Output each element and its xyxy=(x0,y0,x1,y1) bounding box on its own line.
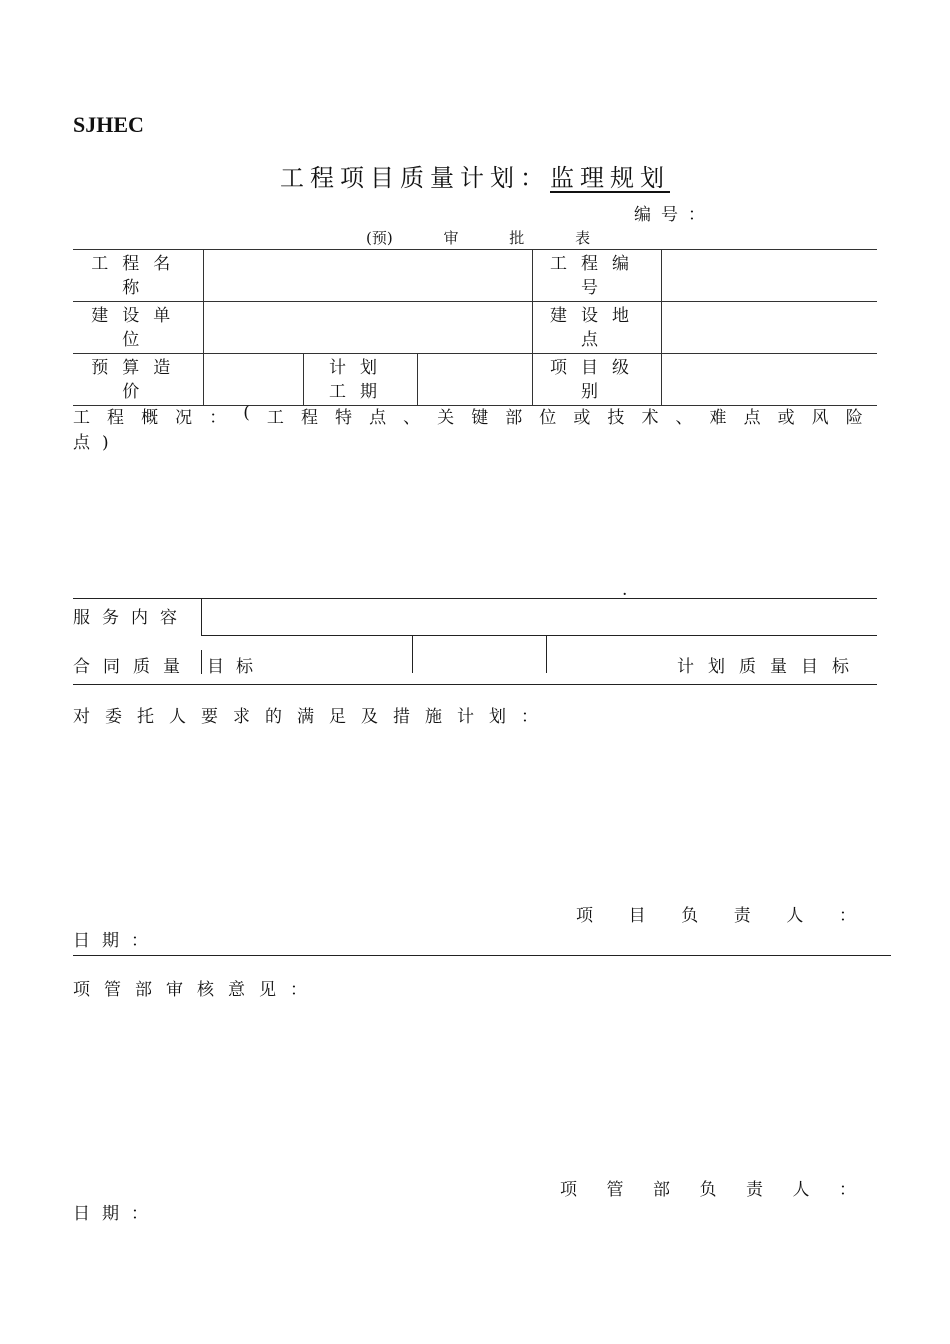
label-char: 、 xyxy=(675,408,693,428)
level-field[interactable] xyxy=(661,354,877,406)
label-char: 或 xyxy=(573,408,591,428)
label-char: 负 xyxy=(699,1180,717,1200)
subtitle-part: 表 xyxy=(575,229,591,247)
label-char: 点 xyxy=(369,408,387,428)
project-responsible-label xyxy=(576,901,856,926)
label-char: 部 xyxy=(505,408,523,428)
label-char: 况 xyxy=(175,408,193,428)
project-no-field[interactable] xyxy=(661,250,877,302)
label-char: 责 xyxy=(746,1180,763,1200)
label-char: 程 xyxy=(107,408,125,428)
label-char: 险 xyxy=(845,408,863,428)
label-char: 位 xyxy=(539,408,557,428)
divider xyxy=(73,684,877,685)
project-no-label: 工程编 号 xyxy=(532,250,661,302)
divider xyxy=(201,650,202,674)
label-char: 管 xyxy=(606,1180,624,1200)
label-char: ( xyxy=(243,403,250,423)
label-char: ： xyxy=(209,408,227,428)
label-char: 难 xyxy=(709,408,727,428)
site-label: 建设地 点 xyxy=(532,302,661,354)
level-label: 项目级 别 xyxy=(532,354,661,406)
service-field[interactable] xyxy=(203,600,875,633)
overview-dot: . xyxy=(622,580,628,600)
project-info-table xyxy=(73,249,877,406)
label-char: 或 xyxy=(777,408,795,428)
measures-label: 对委托人要求的满足及措施计划： xyxy=(73,707,553,727)
project-name-label: 工程名 称 xyxy=(73,250,203,302)
label-char: 、 xyxy=(403,408,421,428)
title-prefix: 工程项目质量计划： xyxy=(280,164,550,192)
overview-label xyxy=(73,403,863,428)
label-char: 概 xyxy=(141,408,159,428)
table-row xyxy=(73,354,877,406)
company-code: SJHEC xyxy=(73,112,144,137)
label-char: 术 xyxy=(641,408,659,428)
label-char: 项 xyxy=(576,906,593,926)
label-char: 人 xyxy=(792,1180,810,1200)
subtitle-part: 审 xyxy=(443,229,459,247)
label-char: 责 xyxy=(733,906,751,926)
label-char: 点 xyxy=(743,408,761,428)
serial-number-label: 编号： xyxy=(634,205,715,225)
project-name-field[interactable] xyxy=(203,250,532,302)
approval-subtitle xyxy=(366,227,616,248)
label-char: 程 xyxy=(300,408,318,428)
budget-label: 预算造 价 xyxy=(73,354,203,406)
builder-field[interactable] xyxy=(203,302,532,354)
table-row xyxy=(73,250,877,302)
label-char: ： xyxy=(839,1180,856,1200)
divider xyxy=(73,598,877,599)
divider xyxy=(201,598,202,635)
date-label: 日期： xyxy=(73,1204,160,1224)
label-char: 关 xyxy=(437,408,455,428)
label-char: ： xyxy=(838,906,856,926)
contract-quality-label: 合同质量 xyxy=(73,657,193,677)
label-char: 工 xyxy=(73,408,90,428)
subtitle-part: 批 xyxy=(509,229,525,247)
label-char: 部 xyxy=(653,1180,670,1200)
divider xyxy=(546,636,547,673)
document-title xyxy=(0,158,950,193)
label-char: 键 xyxy=(471,408,489,428)
label-char: 目 xyxy=(628,906,646,926)
duration-field[interactable] xyxy=(417,354,532,406)
builder-label: 建设单 位 xyxy=(73,302,203,354)
label-char: 技 xyxy=(607,408,625,428)
table-row xyxy=(73,302,877,354)
overview-label-cont: 点) xyxy=(73,433,121,453)
label-char: 特 xyxy=(335,408,353,428)
label-char: 风 xyxy=(811,408,829,428)
site-field[interactable] xyxy=(661,302,877,354)
budget-field[interactable] xyxy=(203,354,303,406)
divider xyxy=(73,955,891,956)
label-char: 人 xyxy=(786,906,804,926)
duration-label: 计划 工期 xyxy=(303,354,417,406)
dept-responsible-label xyxy=(560,1175,856,1200)
label-char: 工 xyxy=(266,408,284,428)
label-char: 项 xyxy=(560,1180,577,1200)
divider xyxy=(201,635,877,636)
label-char: 负 xyxy=(681,906,699,926)
service-label: 服务内容 xyxy=(73,608,189,628)
plan-quality-label: 计划质量目标 xyxy=(677,657,863,677)
target-label: 目标 xyxy=(207,657,265,677)
divider xyxy=(412,636,413,673)
title-underlined: 监理规划 xyxy=(550,164,670,192)
review-label: 项管部审核意见： xyxy=(73,980,321,1000)
subtitle-part: (预) xyxy=(366,229,393,247)
date-label: 日期： xyxy=(73,931,160,951)
